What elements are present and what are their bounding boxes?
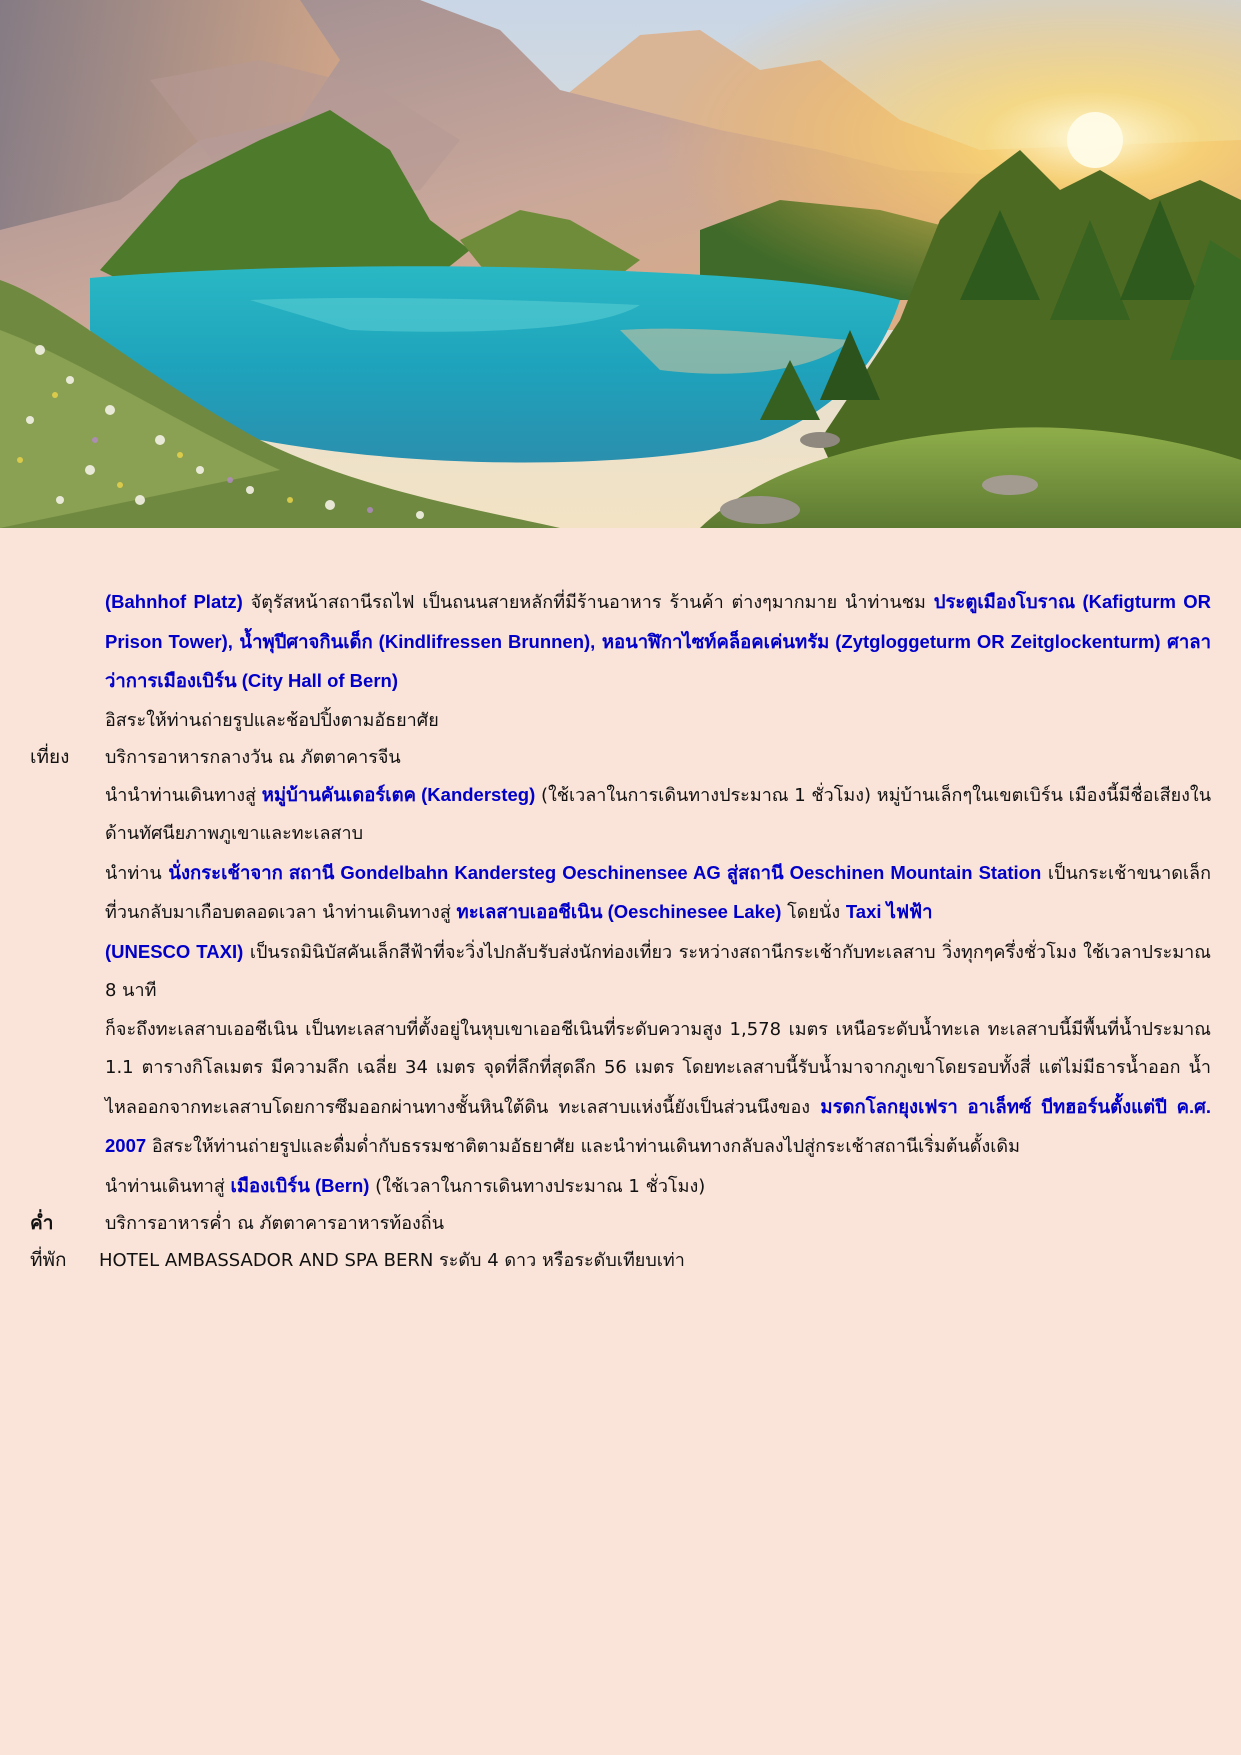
highlight-bern: เมืองเบิร์น (Bern) bbox=[230, 1174, 370, 1196]
highlight-electric-taxi: Taxi ไฟฟ้า bbox=[845, 901, 933, 922]
highlight-zytglogge: หอนาฬิกาไซท์คล็อคเค่นทรัม (Zytgloggeturm OR Zeitglockenturm) bbox=[601, 630, 1161, 652]
paragraph-free-time: อิสระให้ท่านถ่ายรูปและช้อปปิ้งตามอัธยาศัย bbox=[105, 709, 439, 731]
hotel-row bbox=[0, 1242, 1241, 1279]
paragraph-return-bern: นำท่านเดินทาสู่ เมืองเบิร์น (Bern) (ใช้เวลาในการเดินทางประมาณ 1 ชั่วโมง) bbox=[105, 1174, 706, 1197]
lunch-text: บริการอาหารกลางวัน ณ ภัตตาคารจีน bbox=[105, 746, 401, 768]
highlight-oeschinensee: ทะเลสาบเออชีเนิน (Oeschinesee Lake) bbox=[456, 901, 782, 922]
paragraph-cable-car: นำท่าน นั่งกระเช้าจาก สถานี Gondelbahn Kandersteg Oeschinensee AG สู่สถานี Oeschinen Mountain Station เป็นกระเช้าขนาดเล็กที่วนกลับมาเกือบตลอดเวลา นำท่านเดินทางสู่ ทะเลสาบเออชีเนิน (Oeschinesee Lake) โดยนั่ง Taxi ไฟฟ้า bbox=[105, 861, 1211, 923]
highlight-bahnhof-platz: (Bahnhof Platz) bbox=[105, 591, 243, 612]
highlight-gondelbahn: นั่งกระเช้าจาก สถานี Gondelbahn Kandersteg Oeschinensee AG สู่สถานี Oeschinen Mountain Station bbox=[168, 861, 1042, 883]
highlight-kandersteg: หมู่บ้านคันเดอร์เตค (Kandersteg) bbox=[261, 783, 536, 805]
paragraph-kandersteg: นำนำท่านเดินทางสู่ หมู่บ้านคันเดอร์เตค (Kandersteg) (ใช้เวลาในการเดินทางประมาณ 1 ชั่วโมง) หมู่บ้านเล็กๆในเขตเบิร์น เมืองนี้มีชื่อเสียงในด้านทัศนียภาพภูเขาและทะเลสาบ bbox=[105, 783, 1212, 844]
paragraph-bern-sights: (Bahnhof Platz) จัตุรัสหน้าสถานีรถไฟ เป็นถนนสายหลักที่มีร้านอาหาร ร้านค้า ต่างๆมากมาย นำท่านชม ประตูเมืองโบราณ (Kafigturm OR Prison Tower), น้ำพุปีศาจกินเด็ก (Kindlifressen Brunnen), หอนาฬิกาไซท์คล็อคเค่นทรัม (Zytgloggeturm OR Zeitglockenturm) ศาลาว่าการเมืองเบิร์น (City Hall of Bern) bbox=[105, 591, 1212, 691]
hero-image-mountain-lake bbox=[0, 0, 1241, 528]
highlight-city-hall: ศาลาว่าการเมืองเบิร์น (City Hall of Bern) bbox=[105, 630, 1211, 691]
dinner-label: ค่ำ bbox=[30, 1211, 54, 1234]
itinerary-content bbox=[0, 583, 1241, 1279]
mountain-lake-illustration bbox=[0, 0, 1241, 528]
dinner-row bbox=[0, 1205, 1241, 1242]
hotel-text: HOTEL AMBASSADOR AND SPA BERN ระดับ 4 ดาว หรือระดับเทียบเท่า bbox=[99, 1249, 685, 1271]
highlight-unesco-taxi: (UNESCO TAXI) bbox=[105, 940, 244, 962]
highlight-kindlifressen-brunnen: น้ำพุปีศาจกินเด็ก (Kindlifressen Brunnen), bbox=[239, 630, 596, 652]
paragraph-unesco-taxi: (UNESCO TAXI) เป็นรถมินิบัสคันเล็กสีฟ้าที่จะวิ่งไปกลับรับส่งนักท่องเที่ยว ระหว่างสถานีกระเช้ากับทะเลสาบ วิ่งทุกๆครึ่งชั่วโมง ใช้เวลาประมาณ 8 นาที bbox=[105, 940, 1211, 1001]
highlight-world-heritage: มรดกโลกยุงเฟรา อาเล็ทซ์ บีทฮอร์นตั้งแต่ปี ค.ศ. 2007 bbox=[105, 1095, 1211, 1156]
lunch-label: เที่ยง bbox=[30, 745, 70, 768]
dinner-text: บริการอาหารค่ำ ณ ภัตตาคารอาหารท้องถิ่น bbox=[105, 1212, 445, 1234]
highlight-kafigturm: ประตูเมืองโบราณ (Kafigturm OR Prison Tower), bbox=[105, 591, 1212, 652]
lunch-row bbox=[0, 739, 1241, 776]
paragraph-lake-details: ก็จะถึงทะเลสาบเออชีเนิน เป็นทะเลสาบที่ตั้งอยู่ในหุบเขาเออชีเนินที่ระดับความสูง 1,578 เมตร เหนือระดับน้ำทะเล ทะเลสาบนี้มีพื้นที่น้ำประมาณ 1.1 ตารางกิโลเมตร มีความลึก เฉลี่ย 34 เมตร จุดที่ลึกที่สุดลึก 56 เมตร โดยทะเลสาบนี้รับน้ำมาจากภูเขาโดยรอบทั้งสี่ แต่ไม่มีธารน้ำออก น้ำไหลออกจากทะเลสาบโดยการซึมออกผ่านทางชั้นหินใต้ดิน ทะเลสาบแห่งนี้ยังเป็นส่วนนึงของ มรดกโลกยุงเฟรา อาเล็ทซ์ บีทฮอร์นตั้งแต่ปี ค.ศ. 2007 อิสระให้ท่านถ่ายรูปและดื่มด่ำกับธรรมชาติตามอัธยาศัย และนำท่านเดินทางกลับลงไปสู่กระเช้าสถานีเริ่มต้นดั้งเดิม bbox=[105, 1018, 1211, 1157]
hotel-label: ที่พัก bbox=[30, 1248, 67, 1271]
